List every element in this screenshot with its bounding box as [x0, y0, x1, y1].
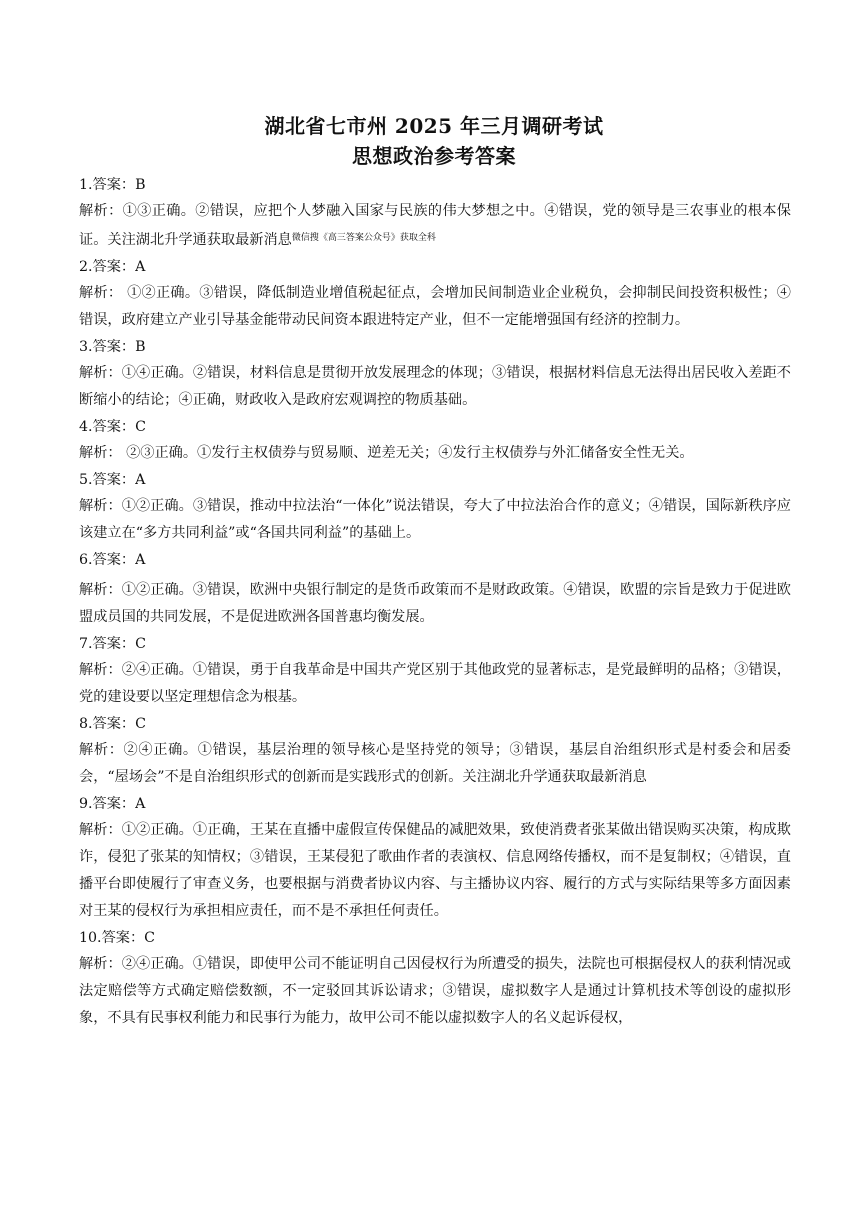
analysis-text: 解析： ①②正确。③错误，降低制造业增值税起征点，会增加民间制造业企业税负，会抑制民间投资积极性；④错误，政府建立产业引导基金能带动民间资本跟进特定产业，但不一定能增强国有经济的控制力。: [79, 285, 791, 328]
analysis-text: 解析： ②③正确。①发行主权债券与贸易顺、逆差无关；④发行主权债券与外汇储备安全性无关。: [79, 445, 694, 461]
answer-item-9: [79, 791, 791, 925]
answer-item-4: [79, 414, 791, 467]
analysis-text: 解析：②④正确。①错误，即使甲公司不能证明自己因侵权行为所遭受的损失，法院也可根据侵权人的获利情况或法定赔偿等方式确定赔偿数额，不一定驳回其诉讼请求；③错误，虚拟数字人是通过计算机技术等创设的虚拟形象，不具有民事权利能力和民事行为能力，故甲公司不能以虚拟数字人的名义起诉侵权，: [79, 956, 791, 1026]
answer-line: 8.答案：C: [79, 716, 146, 732]
analysis-text: 解析：①③正确。②错误，应把个人梦融入国家与民族的伟大梦想之中。④错误，党的领导是三农事业的根本保证。关注湖北升学通获取最新消息$^{微信搜《高三答案公众号》获取全科}$: [79, 203, 791, 248]
answer-list: [79, 172, 791, 1032]
answer-line: 4.答案：C: [79, 419, 146, 435]
answer-item-5: [79, 467, 791, 547]
wechat-note: 微信搜《高三答案公众号》获取全科: [291, 233, 436, 243]
analysis-text: 解析：①②正确。③错误，推动中拉法治“一体化”说法错误，夸大了中拉法治合作的意义；④错误，国际新秩序应该建立在“多方共同利益”或“各国共同利益”的基础上。: [79, 498, 791, 541]
answer-line: 1.答案：B: [79, 177, 146, 193]
answer-item-7: [79, 631, 791, 711]
answer-item-10: [79, 925, 791, 1032]
answer-line: 5.答案：A: [79, 472, 146, 488]
answer-line: 7.答案：C: [79, 636, 146, 652]
analysis-text: 解析：①②正确。③错误，欧洲中央银行制定的是货币政策而不是财政政策。④错误，欧盟的宗旨是致力于促进欧盟成员国的共同发展，不是促进欧洲各国普惠均衡发展。: [79, 582, 791, 625]
answer-line: 9.答案：A: [79, 796, 146, 812]
analysis-text: 解析：①②正确。①正确，王某在直播中虚假宣传保健品的减肥效果，致使消费者张某做出错误购买决策，构成欺诈，侵犯了张某的知情权；③错误，王某侵犯了歌曲作者的表演权、信息网络传播权，而不是复制权；④错误，直播平台即使履行了审查义务，也要根据与消费者协议内容、与主播协议内容、履行的方式与实际结果等多方面因素对王某的侵权行为承担相应责任，而不是不承担任何责任。: [79, 822, 791, 919]
answer-line: 6.答案：A: [79, 552, 146, 568]
answer-item-3: [79, 334, 791, 414]
analysis-text: 解析：②④正确。①错误，基层治理的领导核心是坚持党的领导；③错误，基层自治组织形式是村委会和居委会，“屋场会”不是自治组织形式的创新而是实践形式的创新。关注湖北升学通获取最新消息: [79, 742, 791, 785]
answer-line: 3.答案：B: [79, 339, 146, 355]
answer-line: 10.答案：C: [79, 930, 155, 946]
answer-item-8: [79, 711, 791, 791]
answer-item-2: [79, 254, 791, 334]
document-subtitle: 思想政治参考答案: [352, 144, 516, 168]
answer-item-6: [79, 547, 791, 631]
answer-item-1: [79, 172, 791, 254]
answer-line: 2.答案：A: [79, 259, 146, 275]
analysis-text: 解析：①④正确。②错误，材料信息是贯彻开放发展理念的体现；③错误，根据材料信息无法得出居民收入差距不断缩小的结论；④正确，财政收入是政府宏观调控的物质基础。: [79, 365, 791, 408]
document-title: 湖北省七市州 2025 年三月调研考试: [264, 114, 604, 138]
analysis-text: 解析：②④正确。①错误，勇于自我革命是中国共产党区别于其他政党的显著标志，是党最鲜明的品格；③错误，党的建设要以坚定理想信念为根基。: [79, 662, 791, 705]
